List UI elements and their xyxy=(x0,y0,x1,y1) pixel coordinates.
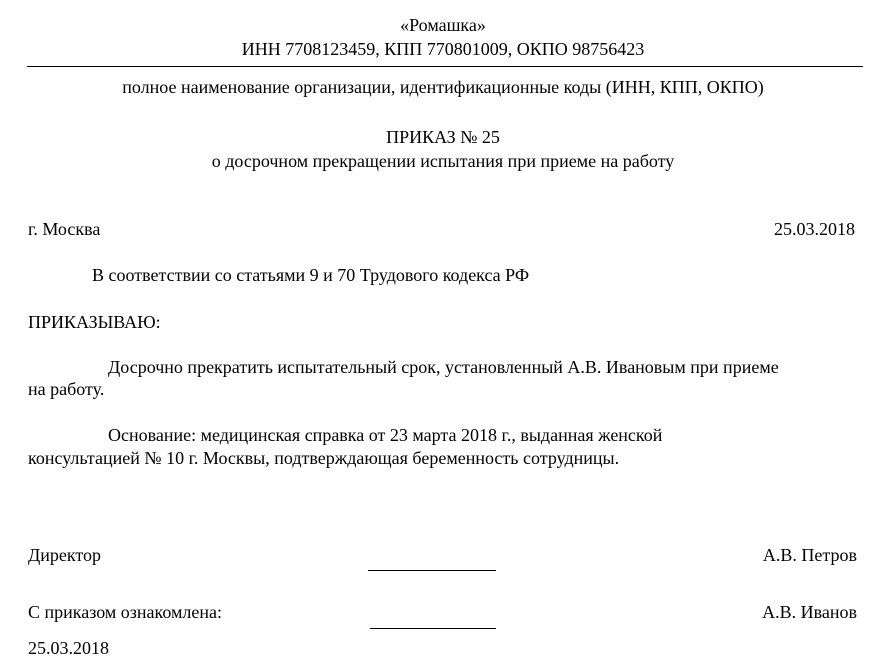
director-signature-line xyxy=(368,570,496,571)
director-label: Директор xyxy=(28,545,102,565)
legal-basis: В соответствии со статьями 9 и 70 Трудового кодекса РФ xyxy=(92,265,530,285)
order-item-line2: на работу. xyxy=(28,379,105,399)
order-word: ПРИКАЗЫВАЮ: xyxy=(28,312,161,332)
organization-caption: полное наименование организации, идентификационные коды (ИНН, КПП, ОКПО) xyxy=(122,77,764,97)
order-city: г. Москва xyxy=(28,219,101,239)
organization-name: «Ромашка» xyxy=(400,15,486,35)
acknowledgement-date: 25.03.2018 xyxy=(28,638,109,658)
organization-codes: ИНН 7708123459, КПП 770801009, ОКПО 98756423 xyxy=(241,39,645,59)
header-divider xyxy=(27,66,863,67)
order-title: ПРИКАЗ № 25 xyxy=(386,127,500,147)
order-subject: о досрочном прекращении испытания при приеме на работу xyxy=(211,151,675,171)
employee-name: А.В. Иванов xyxy=(762,602,857,622)
director-name: А.В. Петров xyxy=(762,545,857,565)
order-reason-line1: Основание: медицинская справка от 23 марта 2018 г., выданная женской xyxy=(108,425,663,445)
order-reason-line2: консультацией № 10 г. Москвы, подтверждающая беременность сотрудницы. xyxy=(28,448,620,468)
employee-signature-line xyxy=(370,628,496,629)
order-date: 25.03.2018 xyxy=(774,219,855,239)
order-item-line1: Досрочно прекратить испытательный срок, установленный А.В. Ивановым при приеме xyxy=(108,357,779,377)
acknowledgement-label: С приказом ознакомлена: xyxy=(28,602,222,622)
